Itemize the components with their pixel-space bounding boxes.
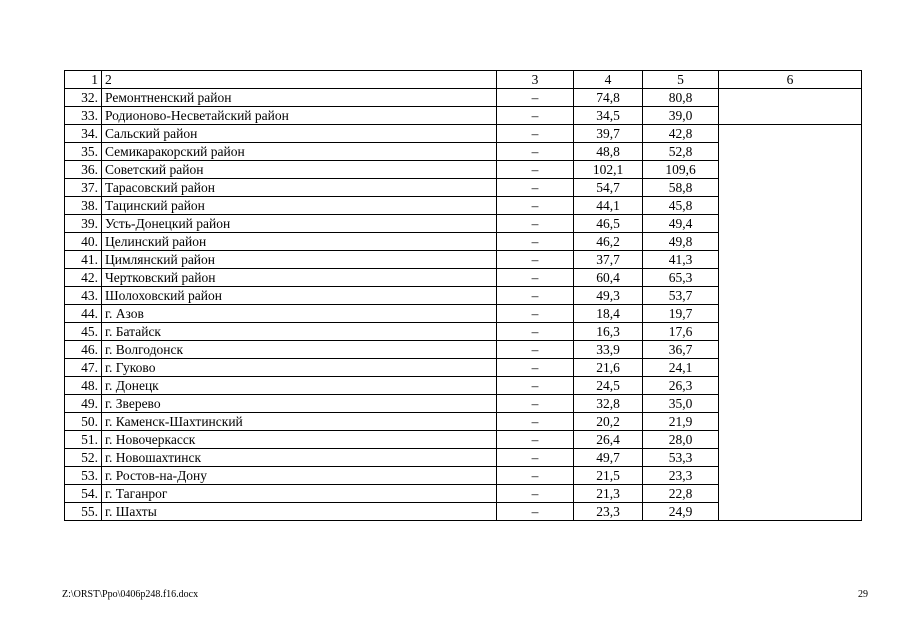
column-3-value: – (497, 125, 574, 143)
data-table (64, 70, 862, 521)
row-number: 39. (65, 215, 102, 233)
row-number: 43. (65, 287, 102, 305)
district-name: Тарасовский район (102, 179, 497, 197)
column-3-value: – (497, 143, 574, 161)
column-5-value: 80,8 (643, 89, 719, 107)
column-5-value: 39,0 (643, 107, 719, 125)
column-header-5: 5 (643, 71, 719, 89)
column-4-value: 24,5 (574, 377, 643, 395)
column-4-value: 49,3 (574, 287, 643, 305)
row-number: 36. (65, 161, 102, 179)
column-3-value: – (497, 215, 574, 233)
column-6-merged-cell (719, 125, 862, 521)
column-3-value: – (497, 395, 574, 413)
column-5-value: 53,7 (643, 287, 719, 305)
district-name: Семикаракорский район (102, 143, 497, 161)
column-3-value: – (497, 107, 574, 125)
district-name: Целинский район (102, 233, 497, 251)
district-name: г. Волгодонск (102, 341, 497, 359)
column-4-value: 37,7 (574, 251, 643, 269)
column-4-value: 54,7 (574, 179, 643, 197)
column-4-value: 21,6 (574, 359, 643, 377)
district-name: г. Азов (102, 305, 497, 323)
row-number: 42. (65, 269, 102, 287)
district-name: Сальский район (102, 125, 497, 143)
column-4-value: 74,8 (574, 89, 643, 107)
column-header-3: 3 (497, 71, 574, 89)
column-4-value: 44,1 (574, 197, 643, 215)
row-number: 50. (65, 413, 102, 431)
district-name: г. Таганрог (102, 485, 497, 503)
column-5-value: 23,3 (643, 467, 719, 485)
row-number: 53. (65, 467, 102, 485)
district-name: Шолоховский район (102, 287, 497, 305)
table-body (65, 89, 862, 521)
row-number: 51. (65, 431, 102, 449)
column-header-2: 2 (102, 71, 497, 89)
column-4-value: 34,5 (574, 107, 643, 125)
column-5-value: 22,8 (643, 485, 719, 503)
column-5-value: 17,6 (643, 323, 719, 341)
column-4-value: 46,5 (574, 215, 643, 233)
column-4-value: 32,8 (574, 395, 643, 413)
column-3-value: – (497, 503, 574, 521)
column-header-4: 4 (574, 71, 643, 89)
column-5-value: 36,7 (643, 341, 719, 359)
row-number: 33. (65, 107, 102, 125)
district-name: г. Ростов-на-Дону (102, 467, 497, 485)
column-3-value: – (497, 359, 574, 377)
column-3-value: – (497, 377, 574, 395)
row-number: 47. (65, 359, 102, 377)
column-header-1: 1 (65, 71, 102, 89)
district-name: Ремонтненский район (102, 89, 497, 107)
table-row (65, 89, 862, 107)
row-number: 55. (65, 503, 102, 521)
column-5-value: 42,8 (643, 125, 719, 143)
footer-file-path: Z:\ORST\Ppo\0406p248.f16.docx (62, 589, 199, 600)
column-5-value: 65,3 (643, 269, 719, 287)
column-5-value: 52,8 (643, 143, 719, 161)
column-5-value: 24,1 (643, 359, 719, 377)
column-5-value: 26,3 (643, 377, 719, 395)
column-4-value: 16,3 (574, 323, 643, 341)
column-4-value: 48,8 (574, 143, 643, 161)
column-4-value: 39,7 (574, 125, 643, 143)
column-5-value: 109,6 (643, 161, 719, 179)
column-3-value: – (497, 233, 574, 251)
row-number: 38. (65, 197, 102, 215)
column-3-value: – (497, 413, 574, 431)
column-3-value: – (497, 287, 574, 305)
column-3-value: – (497, 467, 574, 485)
district-name: Чертковский район (102, 269, 497, 287)
row-number: 54. (65, 485, 102, 503)
column-3-value: – (497, 485, 574, 503)
district-name: Родионово-Несветайский район (102, 107, 497, 125)
column-5-value: 58,8 (643, 179, 719, 197)
column-3-value: – (497, 341, 574, 359)
column-4-value: 26,4 (574, 431, 643, 449)
row-number: 48. (65, 377, 102, 395)
row-number: 44. (65, 305, 102, 323)
column-4-value: 60,4 (574, 269, 643, 287)
column-5-value: 49,4 (643, 215, 719, 233)
district-name: г. Зверево (102, 395, 497, 413)
row-number: 40. (65, 233, 102, 251)
district-name: г. Каменск-Шахтинский (102, 413, 497, 431)
column-4-value: 46,2 (574, 233, 643, 251)
district-name: г. Батайск (102, 323, 497, 341)
column-3-value: – (497, 449, 574, 467)
column-4-value: 33,9 (574, 341, 643, 359)
row-number: 35. (65, 143, 102, 161)
district-name: г. Шахты (102, 503, 497, 521)
column-3-value: – (497, 161, 574, 179)
row-number: 46. (65, 341, 102, 359)
column-5-value: 45,8 (643, 197, 719, 215)
column-5-value: 53,3 (643, 449, 719, 467)
column-4-value: 20,2 (574, 413, 643, 431)
footer-page-number: 29 (858, 589, 868, 600)
district-name: г. Новошахтинск (102, 449, 497, 467)
row-number: 45. (65, 323, 102, 341)
row-number: 41. (65, 251, 102, 269)
column-4-value: 18,4 (574, 305, 643, 323)
column-5-value: 21,9 (643, 413, 719, 431)
column-3-value: – (497, 197, 574, 215)
column-6-merged-cell (719, 89, 862, 125)
column-4-value: 23,3 (574, 503, 643, 521)
column-header-6: 6 (719, 71, 862, 89)
table-header-row (65, 71, 862, 89)
row-number: 32. (65, 89, 102, 107)
column-3-value: – (497, 431, 574, 449)
column-3-value: – (497, 305, 574, 323)
column-5-value: 35,0 (643, 395, 719, 413)
district-name: Цимлянский район (102, 251, 497, 269)
table-row (65, 125, 862, 143)
column-3-value: – (497, 89, 574, 107)
column-3-value: – (497, 323, 574, 341)
district-name: г. Новочеркасск (102, 431, 497, 449)
district-name: г. Гуково (102, 359, 497, 377)
district-name: Тацинский район (102, 197, 497, 215)
district-name: Усть-Донецкий район (102, 215, 497, 233)
district-name: г. Донецк (102, 377, 497, 395)
column-5-value: 24,9 (643, 503, 719, 521)
column-4-value: 21,5 (574, 467, 643, 485)
row-number: 34. (65, 125, 102, 143)
column-4-value: 49,7 (574, 449, 643, 467)
column-3-value: – (497, 251, 574, 269)
column-5-value: 28,0 (643, 431, 719, 449)
column-5-value: 41,3 (643, 251, 719, 269)
district-name: Советский район (102, 161, 497, 179)
column-5-value: 49,8 (643, 233, 719, 251)
row-number: 37. (65, 179, 102, 197)
row-number: 49. (65, 395, 102, 413)
column-5-value: 19,7 (643, 305, 719, 323)
column-3-value: – (497, 269, 574, 287)
row-number: 52. (65, 449, 102, 467)
column-4-value: 21,3 (574, 485, 643, 503)
column-4-value: 102,1 (574, 161, 643, 179)
column-3-value: – (497, 179, 574, 197)
